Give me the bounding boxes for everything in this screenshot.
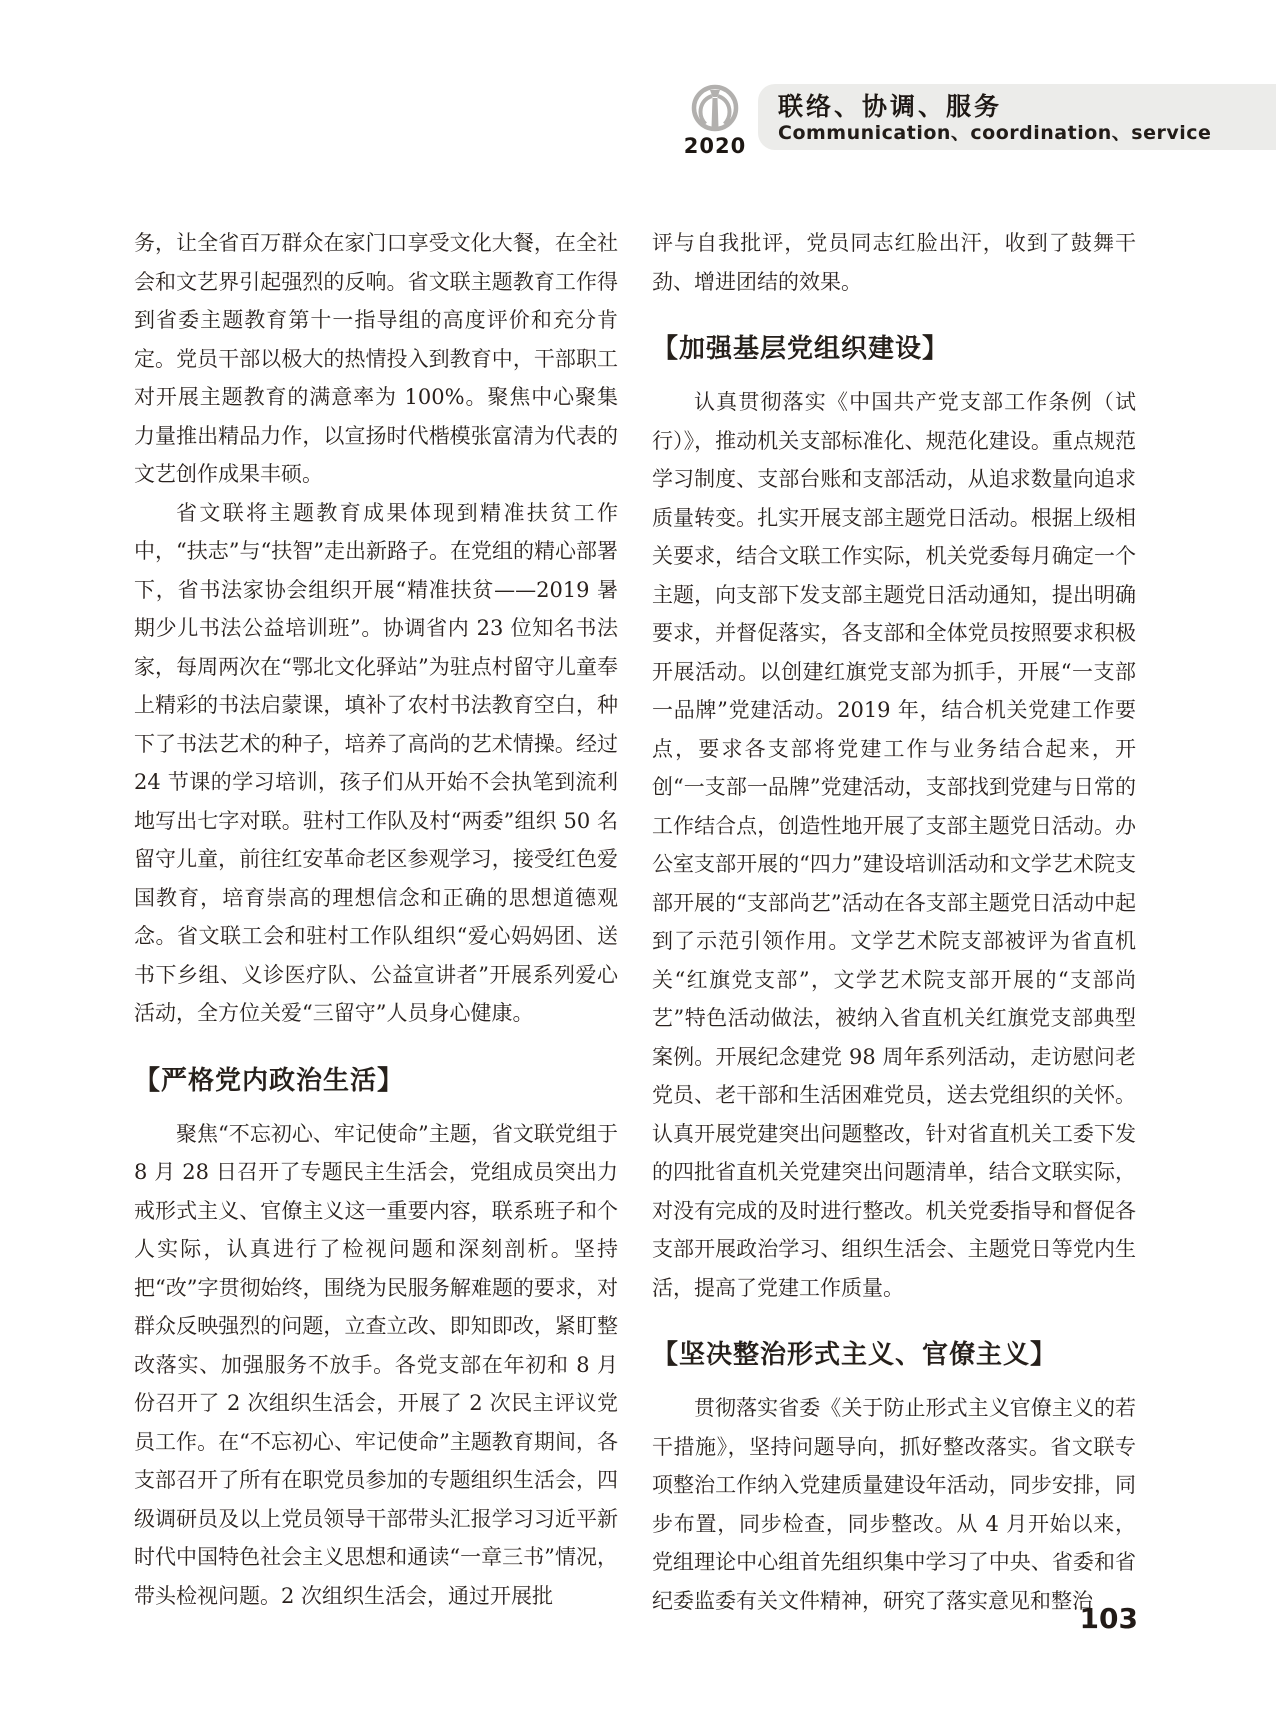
paragraph: 务，让全省百万群众在家门口享受文化大餐，在全社会和文艺界引起强烈的反响。省文联主题教育工作得到省委主题教育第十一指导组的高度评价和充分肯定。党员干部以极大的热情投入到教育中，干部职工对开展主题教育的满意率为 100%。聚焦中心聚集力量推出精品力作，以宣扬时代楷模张富清为代表的文艺创作成果丰硕。 (134, 231, 618, 486)
wenlian-logo (683, 84, 747, 157)
wenlian-emblem-icon (690, 84, 740, 134)
logo-year: 2020 (683, 134, 747, 158)
paragraph: 贯彻落实省委《关于防止形式主义官僚主义的若干措施》，坚持问题导向，抓好整改落实。省文联专项整治工作纳入党建质量建设年活动，同步安排，同步布置，同步检查，同步整改。从 4 月开始以来，党组理论中心组首先组织集中学习了中央、省委和省纪委监委有关文件精神，研究了落实意见和整治 (652, 1396, 1136, 1613)
paragraph: 省文联将主题教育成果体现到精准扶贫工作中，“扶志”与“扶智”走出新路子。在党组的精心部署下，省书法家协会组织开展“精准扶贫——2019 暑期少儿书法公益培训班”。协调省内 23 位知名书法家，每周两次在“鄂北文化驿站”为驻点村留守儿童奉上精彩的书法启蒙课，填补了农村书法教育空白，种下了书法艺术的种子，培养了高尚的艺术情操。经过 24 节课的学习培训，孩子们从开始不会执笔到流利地写出七字对联。驻村工作队及村“两委”组织 50 名留守儿童，前往红安革命老区参观学习，接受红色爱国教育，培育崇高的理想信念和正确的思想道德观念。省文联工会和驻村工作队组织“爱心妈妈团、送书下乡组、义诊医疗队、公益宣讲者”开展系列爱心活动，全方位关爱“三留守”人员身心健康。 (134, 500, 618, 1025)
section-heading-strict-party-political-life: 【严格党内政治生活】 (134, 1065, 405, 1096)
banner-title-en: Communication、coordination、service (778, 122, 1212, 144)
header-banner (758, 84, 1276, 150)
paragraph: 聚焦“不忘初心、牢记使命”主题，省文联党组于 8 月 28 日召开了专题民主生活会，党组成员突出力戒形式主义、官僚主义这一重要内容，联系班子和个人实际，认真进行了检视问题和深刻剖析。坚持把“改”字贯彻始终，围绕为民服务解难题的要求，对群众反映强烈的问题，立查立改、即知即改，紧盯整改落实、加强服务不放手。各党支部在年初和 8 月份召开了 2 次组织生活会，开展了 2 次民主评议党员工作。在“不忘初心、牢记使命”主题教育期间，各支部召开了所有在职党员参加的专题组织生活会，四级调研员及以上党员领导干部带头汇报学习习近平新时代中国特色社会主义思想和通读“一章三书”情况，带头检视问题。2 次组织生活会，通过开展批 (134, 1121, 618, 1608)
banner-title-zh: 联络、协调、服务 (778, 92, 1003, 121)
paragraph: 评与自我批评，党员同志红脸出汗，收到了鼓舞干劲、增进团结的效果。 (652, 231, 1136, 294)
paragraph: 认真贯彻落实《中国共产党支部工作条例（试行）》，推动机关支部标准化、规范化建设。重点规范学习制度、支部台账和支部活动，从追求数量向追求质量转变。扎实开展支部主题党日活动。根据上级相关要求，结合文联工作实际，机关党委每月确定一个主题，向支部下发支部主题党日活动通知，提出明确要求，并督促落实，各支部和全体党员按照要求积极开展活动。以创建红旗党支部为抓手，开展“一支部一品牌”党建活动。2019 年，结合机关党建工作要点，要求各支部将党建工作与业务结合起来，开创“一支部一品牌”党建活动，支部找到党建与日常的工作结合点，创造性地开展了支部主题党日活动。办公室支部开展的“四力”建设培训活动和文学艺术院支部开展的“支部尚艺”活动在各支部主题党日活动中起到了示范引领作用。文学艺术院支部被评为省直机关“红旗党支部”，文学艺术院支部开展的“支部尚艺”特色活动做法，被纳入省直机关红旗党支部典型案例。开展纪念建党 98 周年系列活动，走访慰问老党员、老干部和生活困难党员，送去党组织的关怀。认真开展党建突出问题整改，针对省直机关工委下发的四批省直机关党建突出问题清单，结合文联实际，对没有完成的及时进行整改。机关党委指导和督促各支部开展政治学习、组织生活会、主题党日等党内生活，提高了党建工作质量。 (652, 390, 1136, 1300)
section-heading-rectify-formalism-bureaucratism: 【坚决整治形式主义、官僚主义】 (652, 1340, 1058, 1370)
section-heading-strengthen-grassroots-party-building: 【加强基层党组织建设】 (652, 334, 950, 364)
left-column (134, 224, 618, 1615)
right-column (652, 224, 1136, 1620)
page-number: 103 (1079, 1602, 1138, 1635)
